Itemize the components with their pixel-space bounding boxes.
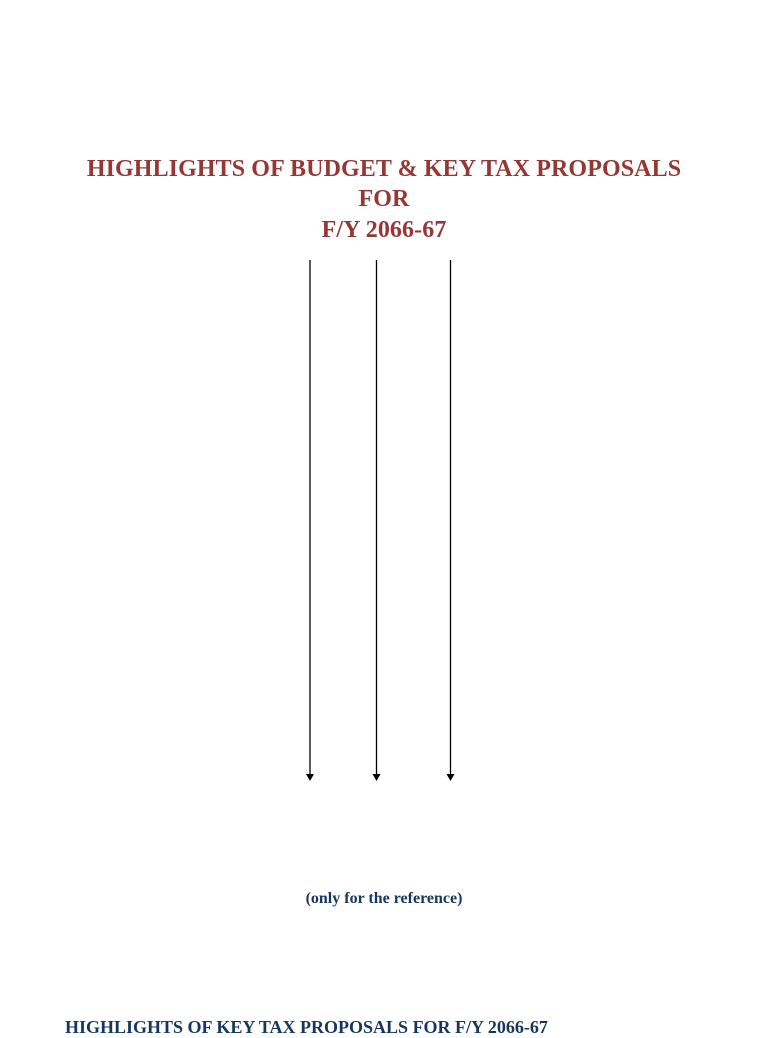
title-line-1: HIGHLIGHTS OF BUDGET & KEY TAX PROPOSALS — [86, 156, 682, 182]
reference-note: (only for the reference) — [305, 890, 463, 907]
title-line-2: FOR — [358, 186, 410, 212]
down-arrow-icon — [306, 260, 314, 781]
title-line-3: F/Y 2066-67 — [321, 217, 447, 243]
next-page-heading: HIGHLIGHTS OF KEY TAX PROPOSALS FOR F/Y 2066-67 — [65, 1017, 548, 1037]
down-arrow-icon — [373, 260, 381, 781]
down-arrow-icon — [447, 260, 455, 781]
